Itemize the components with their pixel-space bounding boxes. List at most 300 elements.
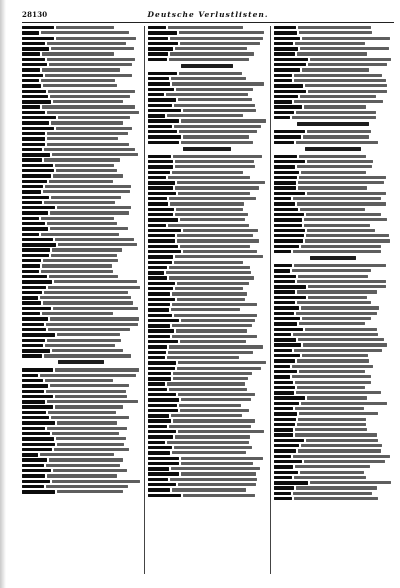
entry-name-ink <box>22 275 47 278</box>
text-line <box>148 213 266 217</box>
entry-detail-ink <box>295 465 370 468</box>
text-line <box>148 409 266 413</box>
entry-detail-ink <box>47 137 118 140</box>
entry-name-ink <box>274 365 290 368</box>
column-divider-1 <box>144 26 145 574</box>
entry-name-ink <box>148 224 166 227</box>
text-line <box>22 42 140 46</box>
text-line <box>148 425 266 429</box>
entry-detail-ink <box>305 239 390 242</box>
publication-title: Deutsche Verlustlisten. <box>147 10 269 19</box>
text-line <box>274 481 392 485</box>
entry-detail-ink <box>306 213 381 216</box>
text-line <box>148 329 266 333</box>
entry-detail-ink <box>294 74 383 77</box>
entry-name-ink <box>148 58 167 61</box>
text-line <box>274 449 392 453</box>
entry-name-ink <box>148 250 181 253</box>
entry-detail-ink <box>307 229 375 232</box>
entry-detail-ink <box>172 292 247 295</box>
entry-detail-ink <box>53 307 137 310</box>
text-line <box>22 323 140 327</box>
text-line <box>148 430 266 434</box>
entry-detail-ink <box>168 351 252 354</box>
text-line <box>148 202 266 206</box>
entry-detail-ink <box>46 485 129 488</box>
text-line <box>148 192 266 196</box>
text-line <box>22 222 140 226</box>
entry-name-ink <box>148 345 167 348</box>
text-line <box>22 421 140 425</box>
entry-name-ink <box>274 285 306 288</box>
text-line <box>274 412 392 416</box>
entry-detail-ink <box>169 266 250 269</box>
text-line <box>274 47 392 51</box>
entry-name-ink <box>148 335 170 338</box>
entry-name-ink <box>22 286 46 289</box>
entry-detail-ink <box>48 90 135 93</box>
entry-detail-ink <box>299 412 378 415</box>
entry-detail-ink <box>174 104 254 107</box>
entry-detail-ink <box>294 497 377 500</box>
entry-detail-ink <box>299 176 386 179</box>
entry-name-ink <box>22 264 40 267</box>
entry-name-ink <box>22 354 42 357</box>
text-line <box>148 446 266 450</box>
entry-name-ink <box>274 26 296 29</box>
entry-name-ink <box>22 254 49 257</box>
text-line <box>274 418 392 422</box>
entry-detail-ink <box>53 100 123 103</box>
section-heading-line <box>22 360 140 366</box>
text-line <box>148 104 266 108</box>
text-line <box>148 314 266 318</box>
text-line <box>148 77 266 81</box>
entry-name-ink <box>22 328 46 331</box>
text-line <box>22 79 140 83</box>
entry-name-ink <box>22 190 41 193</box>
text-line <box>148 356 266 360</box>
entry-detail-ink <box>181 141 253 144</box>
entry-detail-ink <box>297 52 367 55</box>
entry-name-ink <box>148 367 175 370</box>
text-line <box>148 419 266 423</box>
text-line <box>22 190 140 194</box>
text-line <box>22 158 140 162</box>
text-line <box>148 472 266 476</box>
entry-name-ink <box>22 132 45 135</box>
entry-name-ink <box>274 402 299 405</box>
entry-name-ink <box>274 130 305 133</box>
entry-name-ink <box>22 58 45 61</box>
entry-detail-ink <box>177 234 253 237</box>
text-line <box>274 84 392 88</box>
entry-detail-ink <box>44 148 135 151</box>
entry-name-ink <box>148 261 172 264</box>
text-line <box>274 141 392 145</box>
entry-name-ink <box>148 104 172 107</box>
text-line <box>274 275 392 279</box>
text-line <box>148 404 266 408</box>
entry-name-ink <box>22 63 47 66</box>
entry-name-ink <box>148 435 173 438</box>
entry-name-ink <box>22 42 45 45</box>
entry-detail-ink <box>308 63 388 66</box>
entry-name-ink <box>22 453 38 456</box>
text-line <box>148 292 266 296</box>
entry-name-ink <box>22 368 53 371</box>
entry-detail-ink <box>307 160 373 163</box>
entry-detail-ink <box>172 488 245 491</box>
text-line <box>274 317 392 321</box>
entry-detail-ink <box>43 84 116 87</box>
entry-name-ink <box>274 317 300 320</box>
entry-detail-ink <box>57 490 123 493</box>
entry-name-ink <box>22 185 43 188</box>
text-line <box>22 312 140 316</box>
entry-detail-ink <box>51 47 133 50</box>
text-line <box>22 84 140 88</box>
entry-detail-ink <box>49 275 118 278</box>
text-line <box>274 359 392 363</box>
entry-name-ink <box>22 432 50 435</box>
entry-detail-ink <box>302 37 390 40</box>
entry-name-ink <box>274 328 303 331</box>
text-line <box>274 471 392 475</box>
entry-name-ink <box>148 239 175 242</box>
text-line <box>274 130 392 134</box>
entry-name-ink <box>148 88 174 91</box>
text-line <box>22 286 140 290</box>
entry-detail-ink <box>178 393 255 396</box>
text-line <box>22 307 140 311</box>
entry-name-ink <box>22 474 45 477</box>
entry-detail-ink <box>57 443 124 446</box>
text-line <box>148 98 266 102</box>
entry-name-ink <box>148 181 175 184</box>
entry-detail-ink <box>56 26 114 29</box>
entry-detail-ink <box>48 411 116 414</box>
text-line <box>22 217 140 221</box>
text-line <box>22 275 140 279</box>
entry-name-ink <box>22 259 41 262</box>
entry-detail-ink <box>171 414 242 417</box>
entry-detail-ink <box>51 254 117 257</box>
entry-name-ink <box>274 296 306 299</box>
entry-detail-ink <box>300 471 365 474</box>
text-line <box>22 437 140 441</box>
heading-ink <box>297 122 368 126</box>
entry-detail-ink <box>167 382 245 385</box>
entry-detail-ink <box>51 416 128 419</box>
entry-detail-ink <box>175 160 254 163</box>
entry-name-ink <box>148 340 178 343</box>
text-line <box>22 427 140 431</box>
text-line <box>22 121 140 125</box>
entry-name-ink <box>274 90 306 93</box>
text-line <box>22 127 140 131</box>
entry-name-ink <box>22 374 38 377</box>
text-line <box>148 37 266 41</box>
entry-name-ink <box>274 58 308 61</box>
text-line <box>22 169 140 173</box>
text-line <box>148 176 266 180</box>
entry-name-ink <box>148 377 171 380</box>
entry-name-ink <box>22 174 51 177</box>
entry-detail-ink <box>170 52 255 55</box>
entry-name-ink <box>22 100 51 103</box>
text-line <box>148 250 266 254</box>
entry-name-ink <box>148 483 176 486</box>
entry-detail-ink <box>294 349 382 352</box>
text-line <box>148 393 266 397</box>
text-line <box>22 132 140 136</box>
entry-detail-ink <box>56 37 136 40</box>
entry-detail-ink <box>180 340 245 343</box>
entry-name-ink <box>22 143 45 146</box>
text-line <box>274 224 392 228</box>
entry-name-ink <box>22 400 45 403</box>
entry-detail-ink <box>173 372 252 375</box>
entry-detail-ink <box>58 243 138 246</box>
entry-name-ink <box>274 105 302 108</box>
entry-name-ink <box>274 234 304 237</box>
text-line <box>22 248 140 252</box>
text-line <box>148 483 266 487</box>
entry-name-ink <box>22 206 55 209</box>
entry-name-ink <box>22 137 45 140</box>
entry-detail-ink <box>307 396 367 399</box>
entry-detail-ink <box>307 192 387 195</box>
entry-name-ink <box>148 197 167 200</box>
entry-detail-ink <box>310 58 391 61</box>
entry-detail-ink <box>306 439 378 442</box>
text-line <box>148 47 266 51</box>
text-line <box>148 82 266 86</box>
entry-detail-ink <box>53 469 127 472</box>
entry-detail-ink <box>51 121 123 124</box>
text-line <box>148 345 266 349</box>
entry-name-ink <box>148 114 165 117</box>
entry-name-ink <box>22 395 53 398</box>
entry-detail-ink <box>177 367 262 370</box>
text-line <box>148 135 266 139</box>
entry-name-ink <box>22 296 38 299</box>
text-line <box>22 291 140 295</box>
entry-detail-ink <box>44 158 120 161</box>
text-line <box>274 333 392 337</box>
text-line <box>274 74 392 78</box>
entry-detail-ink <box>44 291 128 294</box>
entry-detail-ink <box>175 435 251 438</box>
entry-detail-ink <box>307 130 370 133</box>
entry-name-ink <box>274 84 303 87</box>
entry-detail-ink <box>166 271 251 274</box>
entry-name-ink <box>148 271 164 274</box>
text-line <box>148 141 266 145</box>
text-line <box>274 322 392 326</box>
entry-name-ink <box>148 314 172 317</box>
entry-name-ink <box>148 192 176 195</box>
entry-name-ink <box>274 264 292 267</box>
entry-name-ink <box>148 372 171 375</box>
entry-name-ink <box>22 458 47 461</box>
entry-name-ink <box>22 270 39 273</box>
entry-name-ink <box>22 307 51 310</box>
text-line <box>22 400 140 404</box>
entry-detail-ink <box>166 93 248 96</box>
text-line <box>274 354 392 358</box>
entry-detail-ink <box>40 374 136 377</box>
entry-name-ink <box>148 324 170 327</box>
text-line <box>274 423 392 427</box>
entry-detail-ink <box>56 127 132 130</box>
text-line <box>274 63 392 67</box>
entry-detail-ink <box>308 90 387 93</box>
text-line <box>22 416 140 420</box>
text-line <box>148 229 266 233</box>
entry-detail-ink <box>169 345 263 348</box>
text-line <box>148 398 266 402</box>
entry-detail-ink <box>168 224 250 227</box>
entry-detail-ink <box>297 165 373 168</box>
entry-name-ink <box>274 141 294 144</box>
entry-name-ink <box>22 421 55 424</box>
entry-name-ink <box>274 197 291 200</box>
entry-detail-ink <box>176 88 253 91</box>
entry-name-ink <box>22 217 39 220</box>
text-line <box>22 95 140 99</box>
entry-detail-ink <box>293 250 381 253</box>
entry-name-ink <box>274 465 293 468</box>
entry-name-ink <box>148 26 166 29</box>
entry-detail-ink <box>298 449 381 452</box>
entry-detail-ink <box>50 211 129 214</box>
entry-detail-ink <box>295 407 364 410</box>
entry-detail-ink <box>45 379 113 382</box>
text-line <box>22 432 140 436</box>
entry-detail-ink <box>177 181 265 184</box>
entry-detail-ink <box>172 451 246 454</box>
entry-name-ink <box>274 31 297 34</box>
entry-detail-ink <box>294 476 366 479</box>
text-line <box>22 148 140 152</box>
entry-name-ink <box>148 255 173 258</box>
text-line <box>22 328 140 332</box>
entry-detail-ink <box>178 430 264 433</box>
entry-name-ink <box>148 430 176 433</box>
entry-name-ink <box>274 418 296 421</box>
entry-detail-ink <box>57 333 120 336</box>
entry-name-ink <box>274 116 290 119</box>
entry-name-ink <box>148 141 179 144</box>
entry-detail-ink <box>43 301 133 304</box>
section-heading-line <box>274 147 392 153</box>
text-line <box>22 469 140 473</box>
entry-name-ink <box>274 100 292 103</box>
text-line <box>274 290 392 294</box>
entry-name-ink <box>22 416 49 419</box>
entry-detail-ink <box>183 109 255 112</box>
entry-name-ink <box>274 42 293 45</box>
text-line <box>148 208 266 212</box>
entry-name-ink <box>22 222 45 225</box>
entry-name-ink <box>22 411 46 414</box>
entry-detail-ink <box>50 95 130 98</box>
text-line <box>274 460 392 464</box>
entry-detail-ink <box>172 303 256 306</box>
entry-name-ink <box>22 148 42 151</box>
entry-name-ink <box>148 404 177 407</box>
text-line <box>274 37 392 41</box>
entry-name-ink <box>274 423 295 426</box>
entry-detail-ink <box>174 261 243 264</box>
entry-detail-ink <box>304 218 388 221</box>
text-line <box>22 264 140 268</box>
entry-detail-ink <box>306 234 388 237</box>
text-line <box>22 368 140 372</box>
entry-detail-ink <box>179 72 242 75</box>
heading-ink <box>181 64 233 68</box>
entry-name-ink <box>148 319 179 322</box>
entry-name-ink <box>148 37 168 40</box>
entry-name-ink <box>148 425 167 428</box>
text-line <box>22 405 140 409</box>
entry-name-ink <box>22 37 54 40</box>
entry-detail-ink <box>180 42 260 45</box>
entry-name-ink <box>274 63 306 66</box>
entry-name-ink <box>274 375 290 378</box>
entry-name-ink <box>274 439 304 442</box>
entry-detail-ink <box>300 95 376 98</box>
text-line <box>274 343 392 347</box>
text-line <box>148 377 266 381</box>
entry-name-ink <box>22 485 44 488</box>
entry-detail-ink <box>46 464 120 467</box>
text-line <box>148 335 266 339</box>
text-line <box>22 464 140 468</box>
entry-detail-ink <box>172 324 252 327</box>
entry-name-ink <box>274 433 293 436</box>
text-line <box>148 287 266 291</box>
entry-name-ink <box>274 349 292 352</box>
entry-name-ink <box>148 457 179 460</box>
entry-detail-ink <box>47 339 120 342</box>
text-line <box>274 375 392 379</box>
entry-name-ink <box>22 31 39 34</box>
text-line <box>22 333 140 337</box>
text-line <box>22 174 140 178</box>
text-line <box>22 390 140 394</box>
text-line <box>148 52 266 56</box>
entry-name-ink <box>148 462 179 465</box>
text-line <box>148 488 266 492</box>
entry-name-ink <box>274 275 296 278</box>
entry-name-ink <box>148 218 178 221</box>
text-line <box>22 395 140 399</box>
entry-detail-ink <box>169 197 256 200</box>
entry-name-ink <box>22 248 50 251</box>
entry-name-ink <box>274 370 297 373</box>
entry-detail-ink <box>181 462 253 465</box>
entry-name-ink <box>148 382 165 385</box>
text-line <box>22 254 140 258</box>
text-line <box>22 52 140 56</box>
text-line <box>274 213 392 217</box>
entry-detail-ink <box>52 153 137 156</box>
entry-name-ink <box>22 443 55 446</box>
entry-name-ink <box>22 427 45 430</box>
